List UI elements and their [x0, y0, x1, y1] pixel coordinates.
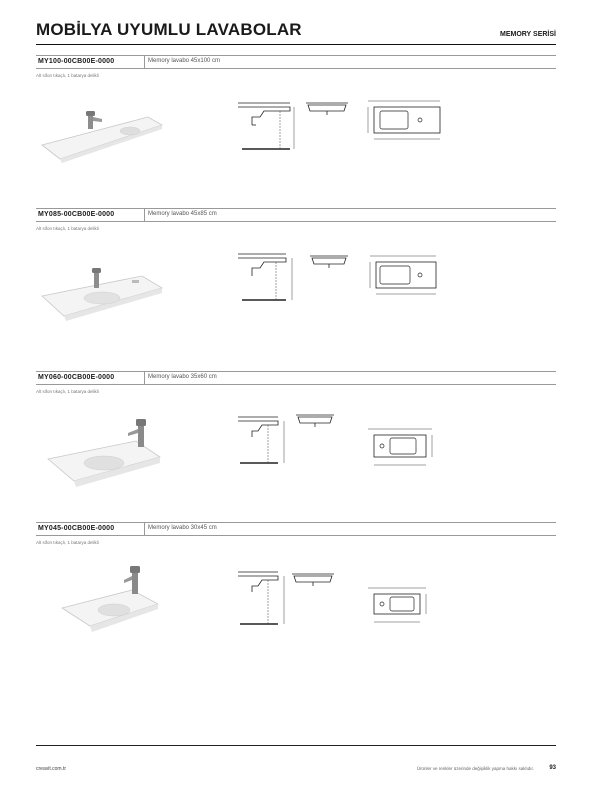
side-view-drawing — [234, 564, 290, 630]
product-note: Alt sifon tıkaçlı, 1 batarya delikli — [36, 389, 99, 394]
front-view-drawing — [304, 95, 350, 119]
product-photo — [44, 415, 164, 493]
footer-note: Ürünler ve renkler üzerinde değişiklik yapma hakkı saklıdır. — [416, 766, 534, 771]
product-code-row — [36, 208, 556, 222]
product-section — [36, 55, 556, 175]
product-code-row — [36, 522, 556, 536]
product-photo — [58, 562, 162, 636]
footer-rule — [36, 745, 556, 746]
side-view-drawing — [234, 409, 290, 469]
product-dimensions: Memory lavabo 35x60 cm — [148, 374, 217, 380]
product-dimensions: Memory lavabo 45x85 cm — [148, 211, 217, 217]
front-view-drawing — [308, 250, 350, 272]
page-number: 93 — [549, 765, 556, 771]
product-section — [36, 522, 556, 642]
product-section — [36, 371, 556, 491]
series-label: MEMORY SERİSİ — [499, 31, 556, 38]
product-photo — [36, 260, 166, 324]
product-dimensions: Memory lavabo 30x45 cm — [148, 525, 217, 531]
side-view-drawing — [234, 95, 298, 157]
product-photo — [36, 103, 166, 165]
product-note: Alt sifon tıkaçlı, 1 batarya delikli — [36, 540, 99, 545]
side-view-drawing — [234, 246, 298, 308]
product-dimensions: Memory lavabo 45x100 cm — [148, 58, 221, 64]
top-view-drawing — [362, 584, 434, 626]
top-view-drawing — [362, 95, 446, 143]
front-view-drawing — [290, 568, 336, 590]
product-code: MY100-00CB00E-0000 — [38, 58, 115, 65]
product-code-row — [36, 55, 556, 69]
product-code: MY045-00CB00E-0000 — [38, 525, 115, 532]
product-section — [36, 208, 556, 328]
title-rule — [36, 44, 556, 45]
product-code-row — [36, 371, 556, 385]
product-note: Alt sifon tıkaçlı, 1 batarya delikli — [36, 73, 99, 78]
product-code: MY085-00CB00E-0000 — [38, 211, 115, 218]
top-view-drawing — [364, 250, 442, 298]
website-link[interactable]: creavit.com.tr — [36, 766, 67, 772]
product-code: MY060-00CB00E-0000 — [38, 374, 115, 381]
front-view-drawing — [294, 409, 336, 431]
top-view-drawing — [362, 425, 438, 469]
page-title: MOBİLYA UYUMLU LAVABOLAR — [36, 20, 302, 39]
product-note: Alt sifon tıkaçlı, 1 batarya delikli — [36, 226, 99, 231]
